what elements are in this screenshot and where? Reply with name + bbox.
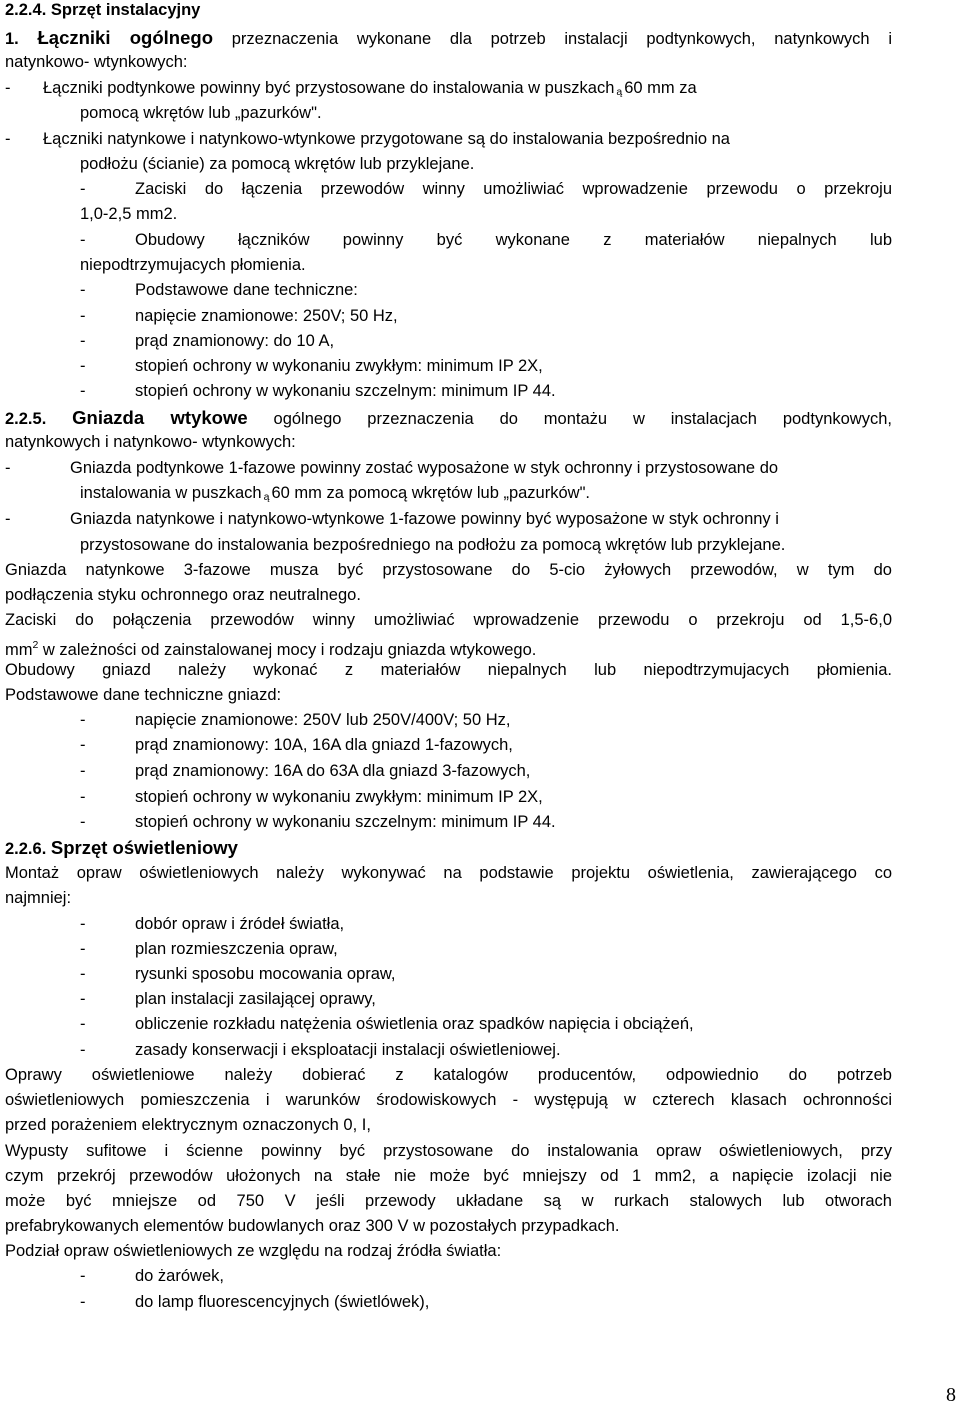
paragraph-text: czym przekrój przewodów ułożonych na stałe nie może być mniejszy od 1 mm2, a napięcie izolacji nie — [5, 1167, 892, 1185]
bullet-dash: - — [80, 990, 86, 1008]
socket-tech-item-1 — [5, 708, 892, 733]
tech-item-text: stopień ochrony w wykonaniu zwykłym: minimum IP 2X, — [135, 788, 543, 806]
list-item-text: zasady konserwacji i eksploatacji instalacji oświetleniowej. — [135, 1041, 561, 1059]
list-item-text: obliczenie rozkładu natężenia oświetlenia oraz spadków napięcia i obciążeń, — [135, 1015, 694, 1033]
lighting-item-3 — [5, 962, 892, 987]
lighting-item-6 — [5, 1038, 892, 1063]
bullet-dash: - — [80, 940, 86, 958]
bullet-dash: - — [80, 788, 86, 806]
bullet-dash: - — [80, 307, 86, 325]
bullet-text: Gniazda natynkowe i natynkowo-wtynkowe 1-fazowe powinny być wyposażone w styk ochronny i — [70, 510, 779, 528]
paragraph-text: Zaciski do połączenia przewodów winny umożliwiać wprowadzenie przewodu o przekroju od 1,5-6,0 — [5, 611, 892, 629]
bullet-terminals-line2 — [5, 202, 892, 227]
bullet-surface-switches-line2 — [5, 152, 892, 177]
paragraph-luminaires-line2 — [5, 1088, 892, 1113]
paragraph-switches-line2: natynkowo- wtynkowych: — [5, 53, 188, 71]
list-item-text: do żarówek, — [135, 1267, 224, 1285]
paragraph-text: Oprawy oświetleniowe należy dobierać z katalogów producentów, odpowiednio do potrzeb — [5, 1066, 892, 1084]
bullet-dash: - — [80, 965, 86, 983]
bullet-dash: - — [80, 711, 86, 729]
socket-tech-item-5 — [5, 810, 892, 835]
bullet-text: Łączniki natynkowe i natynkowo-wtynkowe przygotowane są do instalowania bezpośrednio na — [43, 130, 730, 148]
paragraph-socket-housings — [5, 658, 892, 683]
paragraph-text: ogólnego przeznaczenia do montażu w instalacjach podtynkowych, — [247, 410, 892, 428]
bullet-dash: - — [80, 357, 86, 375]
lighting-item-1 — [5, 912, 892, 937]
bullet-text: przystosowane do instalowania bezpośredniego na podłożu za pomocą wkrętów lub przyklejane. — [80, 536, 786, 554]
tech-item-text: napięcie znamionowe: 250V lub 250V/400V; 50 Hz, — [135, 711, 511, 729]
paragraph-outlets-line4: prefabrykowanych elementów budowlanych oraz 300 V w pozostałych przypadkach. — [5, 1217, 620, 1235]
paragraph-socket-tech-header: Podstawowe dane techniczne gniazd: — [5, 686, 282, 704]
paragraph-luminaire-division: Podział opraw oświetleniowych ze względu na rodzaj źródła światła: — [5, 1242, 502, 1260]
bullet-surface-switches-line1 — [5, 127, 892, 152]
paragraph-outlets-line3 — [5, 1189, 892, 1214]
section-number: 2.2.6. — [5, 840, 51, 858]
item-number: 1. — [5, 30, 38, 48]
diameter-symbol: ą — [616, 86, 623, 98]
bullet-text: Zaciski do łączenia przewodów winny umożliwiać wprowadzenie przewodu o przekroju — [135, 180, 892, 198]
bullet-tech-data-header — [5, 278, 892, 303]
section-2-2-5-line1 — [5, 405, 892, 430]
term-sockets: Gniazda wtykowe — [72, 407, 248, 428]
bullet-flush-sockets-line2 — [5, 481, 892, 506]
bullet-dash: - — [80, 813, 86, 831]
tech-item-text: prąd znamionowy: 16A do 63A dla gniazd 3-fazowych, — [135, 762, 531, 780]
bullet-flush-switches-line1 — [5, 76, 892, 101]
bullet-text-cont: 60 mm za — [624, 79, 697, 97]
bullet-dash: - — [80, 231, 86, 249]
section-number: 2.2.5. — [5, 410, 73, 428]
paragraph-luminaires-line3: przed porażeniem elektrycznym oznaczonych 0, I, — [5, 1116, 371, 1134]
paragraph-text: oświetleniowych pomieszczenia i warunków środowiskowych - występują w czterech klasach ochronności — [5, 1091, 892, 1109]
tech-item-text: prąd znamionowy: do 10 A, — [135, 332, 335, 350]
paragraph-text: mm — [5, 641, 33, 659]
list-item-text: plan rozmieszczenia opraw, — [135, 940, 338, 958]
bullet-dash: - — [80, 382, 86, 400]
bullet-dash: - — [80, 1015, 86, 1033]
bullet-flush-sockets-line1 — [5, 456, 892, 481]
paragraph-text: Gniazda natynkowe 3-fazowe musza być przystosowane do 5-cio żyłowych przewodów, w tym do — [5, 561, 892, 579]
bullet-dash: - — [80, 736, 86, 754]
tech-item-text: stopień ochrony w wykonaniu szczelnym: minimum IP 44. — [135, 382, 556, 400]
bullet-text: Obudowy łączników powinny być wykonane z materiałów niepalnych lub — [135, 231, 892, 249]
tech-item-text: stopień ochrony w wykonaniu szczelnym: minimum IP 44. — [135, 813, 556, 831]
tech-item-1 — [5, 304, 892, 329]
diameter-symbol: ą — [263, 491, 270, 503]
bullet-text: niepodtrzymujacych płomienia. — [80, 256, 306, 274]
list-item-text: plan instalacji zasilającej oprawy, — [135, 990, 376, 1008]
socket-tech-item-3 — [5, 759, 892, 784]
bullet-dash: - — [80, 915, 86, 933]
bullet-dash: - — [80, 281, 86, 299]
paragraph-text: Montaż opraw oświetleniowych należy wykonywać na podstawie projektu oświetlenia, zawierającego co — [5, 864, 892, 882]
tech-item-2 — [5, 329, 892, 354]
bullet-surface-sockets-line2 — [5, 533, 892, 558]
paragraph-text: przeznaczenia wykonane dla potrzeb instalacji podtynkowych, natynkowych i — [213, 30, 892, 48]
superscript: 2 — [32, 639, 39, 651]
tech-item-text: prąd znamionowy: 10A, 16A dla gniazd 1-fazowych, — [135, 736, 513, 754]
bullet-text: podłożu (ścianie) za pomocą wkrętów lub przyklejane. — [80, 155, 475, 173]
paragraph-luminaires-line1 — [5, 1063, 892, 1088]
bullet-dash: - — [80, 1041, 86, 1059]
bullet-housings-line2 — [5, 253, 892, 278]
bullet-dash: - — [80, 1267, 86, 1285]
paragraph-lighting-line2: najmniej: — [5, 889, 72, 907]
bullet-text: 1,0-2,5 mm2. — [80, 205, 178, 223]
bullet-dash: - — [80, 332, 86, 350]
list-item-text: do lamp fluorescencyjnych (świetlówek), — [135, 1293, 430, 1311]
bullet-dash: - — [80, 180, 86, 198]
list-item-text: dobór opraw i źródeł światła, — [135, 915, 345, 933]
paragraph-text: może być mniejsze od 750 V jeśli przewody układane są w rurkach stalowych lub otworach — [5, 1192, 892, 1210]
paragraph-lighting-line1 — [5, 861, 892, 886]
bullet-text: instalowania w puszkach — [80, 484, 262, 502]
socket-tech-item-4 — [5, 785, 892, 810]
list-item-text: rysunki sposobu mocowania opraw, — [135, 965, 396, 983]
section-heading-2-2-6 — [5, 835, 892, 860]
tech-item-text: napięcie znamionowe: 250V; 50 Hz, — [135, 307, 398, 325]
bullet-surface-sockets-line1 — [5, 507, 892, 532]
paragraph-3phase-line2: podłączenia styku ochronnego oraz neutralnego. — [5, 586, 361, 604]
bullet-flush-switches-line2 — [5, 101, 892, 126]
paragraph-terminals-line1 — [5, 608, 892, 633]
lighting-item-4 — [5, 987, 892, 1012]
paragraph-outlets-line1 — [5, 1139, 892, 1164]
division-item-2 — [5, 1290, 892, 1315]
lighting-item-2 — [5, 937, 892, 962]
bullet-housings-line1 — [5, 228, 892, 253]
bullet-dash: - — [80, 1293, 86, 1311]
bullet-dash: - — [5, 130, 11, 148]
tech-item-3 — [5, 354, 892, 379]
paragraph-3phase-line1 — [5, 558, 892, 583]
lighting-item-5 — [5, 1012, 892, 1037]
bullet-text: Łączniki podtynkowe powinny być przystosowane do instalowania w puszkach — [43, 79, 615, 97]
section-title: Sprzęt oświetleniowy — [50, 837, 238, 858]
term-general-switches: Łączniki ogólnego — [37, 27, 213, 48]
tech-item-4 — [5, 379, 892, 404]
division-item-1 — [5, 1264, 892, 1289]
paragraph-text-cont: w zależności od zainstalowanej mocy i rodzaju gniazda wtykowego. — [38, 641, 537, 659]
socket-tech-item-2 — [5, 733, 892, 758]
bullet-dash: - — [5, 510, 11, 528]
paragraph-text: Wypusty sufitowe i ścienne powinny być przystosowane do instalowania opraw oświetleniowych, przy — [5, 1142, 892, 1160]
paragraph-text: Obudowy gniazd należy wykonać z materiałów niepalnych lub niepodtrzymujacych płomienia. — [5, 661, 892, 679]
paragraph-switches-line1 — [5, 25, 892, 50]
tech-item-text: stopień ochrony w wykonaniu zwykłym: minimum IP 2X, — [135, 357, 543, 375]
bullet-text: Podstawowe dane techniczne: — [135, 281, 358, 299]
section-2-2-5-line2: natynkowych i natynkowo- wtynkowych: — [5, 433, 296, 451]
page-number: 8 — [946, 1384, 956, 1406]
paragraph-terminals-line2 — [5, 633, 892, 658]
bullet-terminals-line1 — [5, 177, 892, 202]
bullet-text: pomocą wkrętów lub „pazurków". — [80, 104, 322, 122]
bullet-dash: - — [80, 762, 86, 780]
bullet-text: Gniazda podtynkowe 1-fazowe powinny zostać wyposażone w styk ochronny i przystosowane do — [70, 459, 779, 477]
bullet-text-cont: 60 mm za pomocą wkrętów lub „pazurków". — [271, 484, 591, 502]
paragraph-outlets-line2 — [5, 1164, 892, 1189]
bullet-dash: - — [5, 79, 11, 97]
bullet-dash: - — [5, 459, 11, 477]
section-heading-2-2-4: 2.2.4. Sprzęt instalacyjny — [5, 1, 201, 19]
